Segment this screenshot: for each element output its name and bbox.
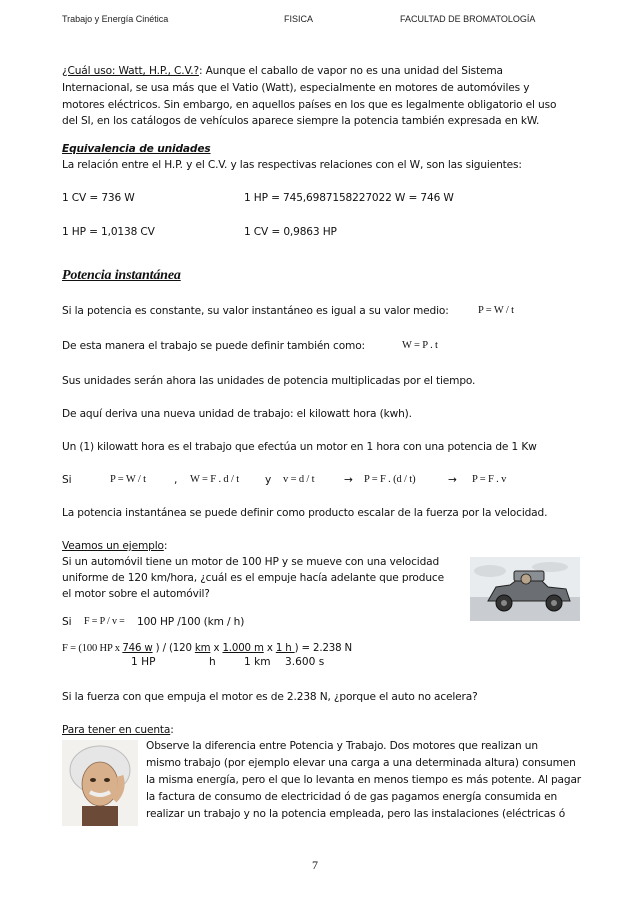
chain-f2: W = F . d / t (190, 474, 239, 485)
tener-heading (62, 722, 174, 738)
tener-line-1: Observe la diferencia entre Potencia y Trabajo. Dos motores que realizan un (146, 740, 538, 752)
tener-line-3: la misma energía, pero el que lo levanta en menos tiempo es más potente. Al pagar (146, 774, 582, 786)
ejemplo-line-2: uniforme de 120 km/hora, ¿cuál es el empuje hacía adelante que produce (62, 572, 444, 584)
equiv-row1-a: 1 CV = 736 W (62, 192, 135, 204)
intro-line-3: motores eléctricos. Sin embargo, en aquellos países en los que es legalmente obligatorio el uso (62, 99, 557, 111)
ejemplo-formula-b: 100 HP /100 (km / h) (137, 616, 245, 628)
denominator-3600s: 3.600 s (285, 656, 325, 668)
tener-title: Para tener en cuenta (62, 724, 171, 736)
ejemplo-line-3: el motor sobre el automóvil? (62, 588, 210, 600)
ejemplo-calculation (62, 641, 352, 657)
calc-prefix: F = (100 HP x (62, 643, 123, 654)
equiv-row2-b: 1 CV = 0,9863 HP (244, 226, 337, 238)
ejemplo-heading (62, 538, 167, 554)
tener-line-2: mismo trabajo (por ejemplo elevar una carga a una determinada altura) consumen (146, 757, 576, 769)
calc-mid1: ) / (120 (152, 643, 195, 654)
calc-mid2: x (210, 643, 223, 654)
chain-si: Si (62, 474, 72, 486)
calc-1000m: 1.000 m (222, 643, 264, 654)
ejemplo-formula-a: F = P / v = (84, 616, 125, 627)
chain-comma: , (174, 474, 178, 486)
chain-f4: P = F . (d / t) (364, 474, 416, 485)
header-right: FACULTAD DE BROMATOLOGÍA (400, 14, 536, 24)
potencia-p1: Si la potencia es constante, su valor instantáneo es igual a su valor medio: (62, 305, 449, 317)
header-center: FISICA (284, 14, 314, 24)
page-number: 7 (312, 858, 318, 872)
potencia-p6: La potencia instantánea se puede definir como producto escalar de la fuerza por la velocidad. (62, 507, 548, 519)
intro-line-1-text: : Aunque el caballo de vapor no es una unidad del Sistema (198, 65, 503, 77)
intro-lead: ¿Cuál uso: Watt, H.P., C.V.? (62, 65, 199, 77)
intro-line-1 (62, 63, 503, 79)
chain-f1: P = W / t (110, 474, 146, 485)
header-left: Trabajo y Energía Cinética (62, 14, 169, 24)
potencia-p4: De aquí deriva una nueva unidad de trabajo: el kilowatt hora (kwh). (62, 408, 412, 420)
calc-mid3: x (263, 643, 276, 654)
potencia-p1-formula: P = W / t (478, 305, 514, 316)
portrait-image (62, 740, 138, 826)
chain-f3: v = d / t (283, 474, 315, 485)
ejemplo-title: Veamos un ejemplo (62, 540, 164, 552)
potencia-p5: Un (1) kilowatt hora es el trabajo que efectúa un motor en 1 hora con una potencia de 1 Kw (62, 441, 537, 453)
ejemplo-line-1: Si un automóvil tiene un motor de 100 HP y se mueve con una velocidad (62, 556, 440, 568)
calc-746w: 746 w (122, 643, 153, 654)
tener-colon: : (170, 724, 174, 736)
potencia-p2: De esta manera el trabajo se puede definir también como: (62, 340, 365, 352)
tener-line-5: realizar un trabajo y no la potencia empleada, pero las instalaciones (eléctricas ó (146, 808, 566, 820)
calc-1h: 1 h (275, 643, 295, 654)
equivalencia-desc: La relación entre el H.P. y el C.V. y las respectivas relaciones con el W, son las siguientes: (62, 159, 522, 171)
denominator-1km: 1 km (244, 656, 271, 668)
potencia-title: Potencia instantánea (62, 268, 181, 283)
calc-km: km (194, 643, 211, 654)
chain-arrow-2: → (448, 474, 457, 486)
chain-f5: P = F . v (472, 474, 507, 485)
denominator-1hp: 1 HP (131, 656, 156, 668)
ejemplo-question: Si la fuerza con que empuja el motor es de 2.238 N, ¿porque el auto no acelera? (62, 691, 478, 703)
calc-end: ) = 2.238 N (294, 643, 353, 654)
intro-line-2: Internacional, se usa más que el Vatio (Watt), especialmente en motores de automóviles y (62, 82, 530, 94)
potencia-p2-formula: W = P . t (402, 340, 438, 351)
ejemplo-si: Si (62, 616, 72, 628)
chain-y: y (265, 474, 272, 486)
intro-line-4: del SI, en los catálogos de vehículos aparece siempre la potencia también expresada en kW. (62, 115, 540, 127)
equiv-row1-b: 1 HP = 745,6987158227022 W = 746 W (244, 192, 454, 204)
denominator-h: h (209, 656, 216, 668)
ejemplo-colon: : (163, 540, 168, 552)
chain-arrow-1: → (344, 474, 353, 486)
equiv-row2-a: 1 HP = 1,0138 CV (62, 226, 155, 238)
tener-line-4: la factura de consumo de electricidad ó de gas pagamos energía consumida en (146, 791, 558, 803)
potencia-p3: Sus unidades serán ahora las unidades de potencia multiplicadas por el tiempo. (62, 375, 476, 387)
cartoon-car-image (470, 557, 580, 621)
equivalencia-title: Equivalencia de unidades (62, 143, 211, 155)
